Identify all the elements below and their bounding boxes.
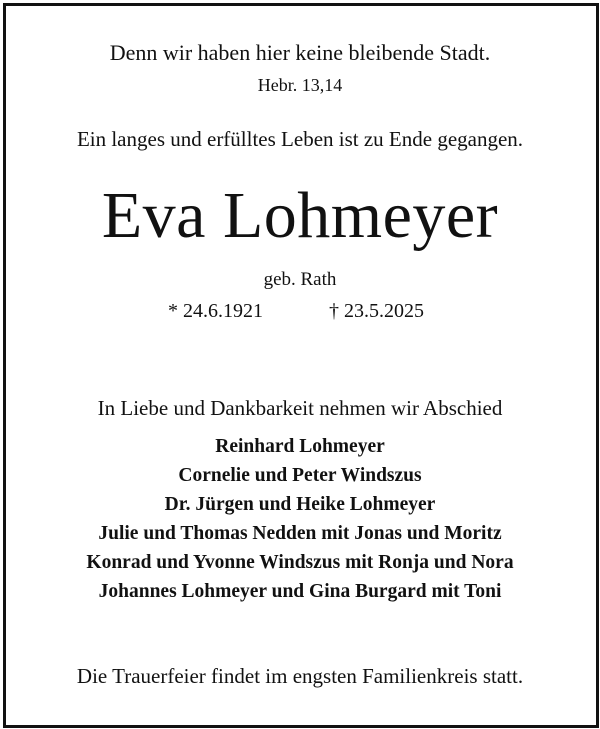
mourner-line: Johannes Lohmeyer und Gina Burgard mit Toni (98, 581, 502, 602)
mourner-line: Konrad und Yvonne Windszus mit Ronja und Nora (86, 552, 514, 573)
funeral-service-note: Die Trauerfeier findet im engsten Familienkreis statt. (76, 664, 524, 688)
deceased-name: Eva Lohmeyer (101, 179, 499, 252)
birth-date: * 24.6.1921 (168, 300, 263, 322)
farewell-text: In Liebe und Dankbarkeit nehmen wir Abschied (97, 396, 503, 420)
bible-verse: Denn wir haben hier keine bleibende Stadt. (109, 40, 491, 65)
verse-reference: Hebr. 13,14 (257, 75, 343, 95)
mourner-line: Dr. Jürgen und Heike Lohmeyer (164, 494, 436, 515)
mourner-line: Julie und Thomas Nedden mit Jonas und Moritz (98, 523, 502, 544)
maiden-name: geb. Rath (263, 269, 337, 290)
mourners-list (0, 432, 600, 606)
mourner-line: Reinhard Lohmeyer (215, 436, 385, 457)
mourner-line: Cornelie und Peter Windszus (178, 465, 422, 486)
notice-border (3, 3, 599, 728)
death-date: † 23.5.2025 (329, 300, 424, 322)
intro-text: Ein langes und erfülltes Leben ist zu Ende gegangen. (76, 127, 524, 151)
